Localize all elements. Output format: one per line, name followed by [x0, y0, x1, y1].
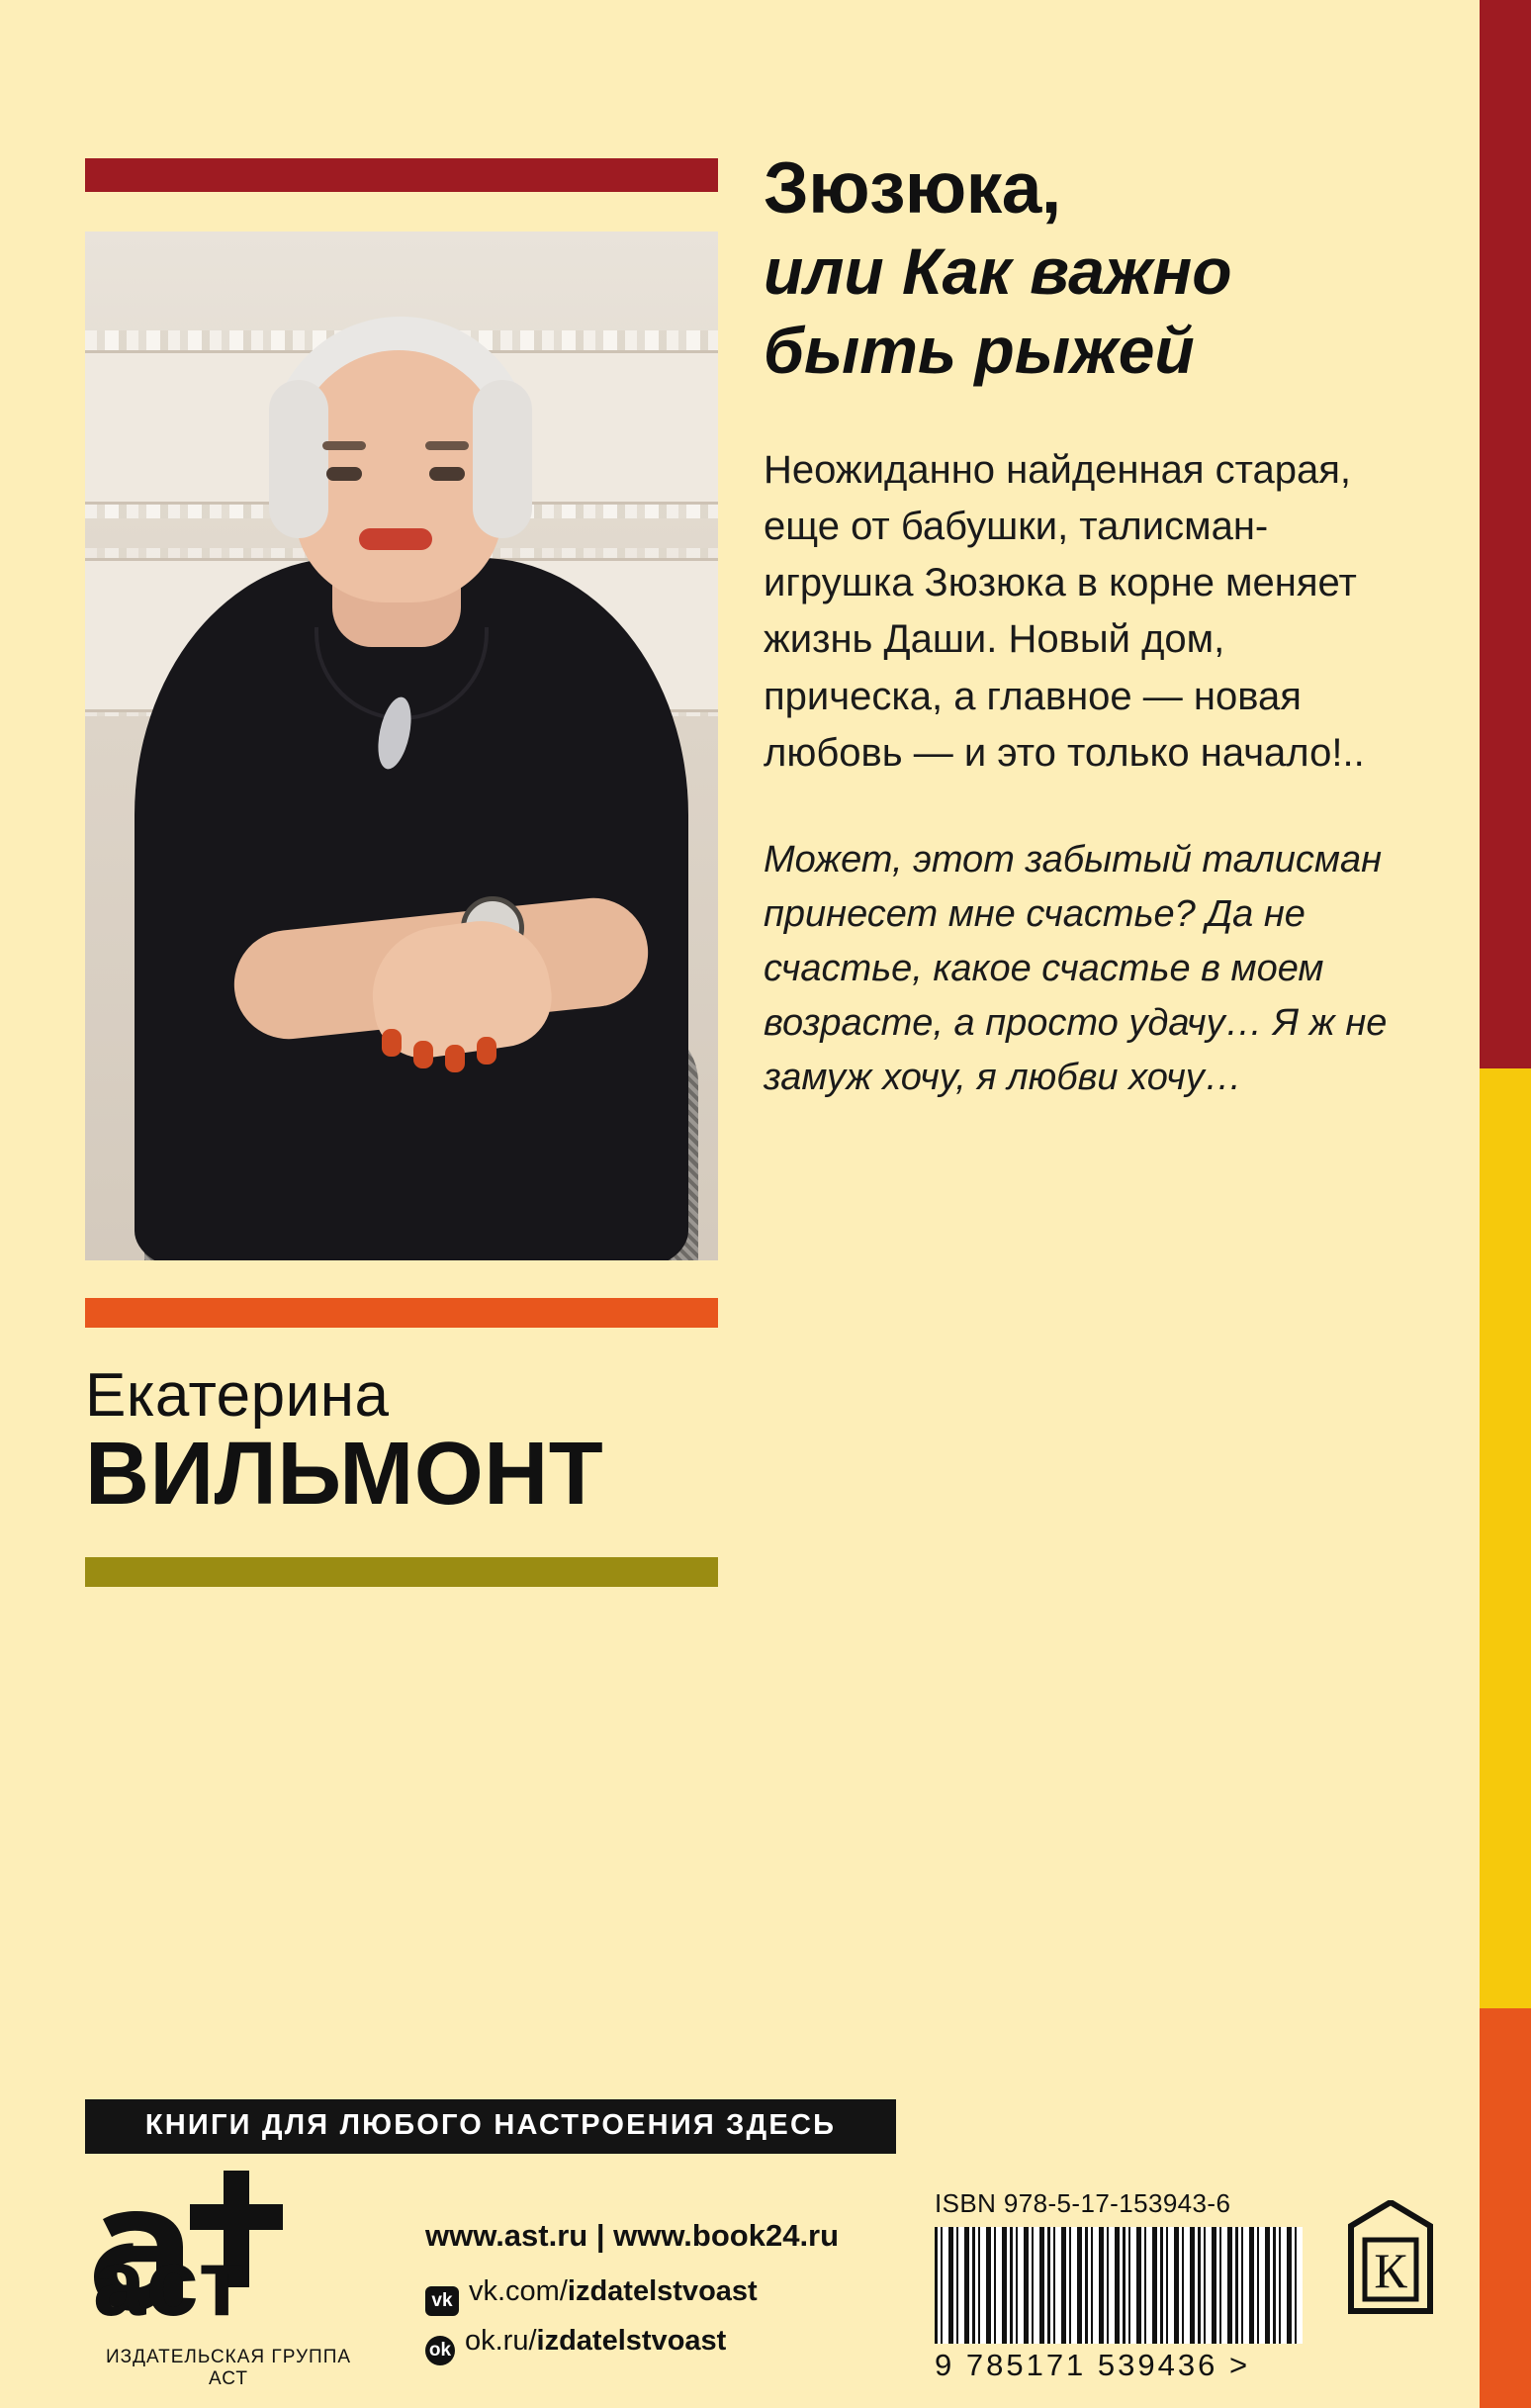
publisher-caption: ИЗДАТЕЛЬСКАЯ ГРУППА АСТ [105, 2347, 352, 2389]
photo-eye-left [326, 467, 362, 481]
photo-hair-left [269, 380, 328, 538]
photo-nail-1 [382, 1029, 402, 1057]
book-quote: Может, этот забытый талисман принесет мне счастье? Да не счастье, какое счастье в моем возрасте, а просто удачу… Я ж не замуж хочу, я любви хочу… [764, 838, 1388, 1099]
vk-prefix: vk.com/ [469, 2275, 568, 2307]
website-line[interactable]: www.ast.ru | www.book24.ru [425, 2218, 840, 2253]
author-name-block [85, 1361, 718, 1525]
social-ok[interactable] [425, 2325, 726, 2365]
spine-segment-orange [1480, 2008, 1531, 2408]
ok-handle: izdatelstvoast [536, 2325, 727, 2357]
barcode-digits: 9 785171 539436 > [935, 2348, 1251, 2382]
photo-nail-4 [477, 1037, 496, 1065]
photo-nail-2 [413, 1041, 433, 1068]
author-first-name: Екатерина [85, 1361, 390, 1430]
ast-logo [85, 2167, 347, 2350]
spine-segment-yellow [1480, 1068, 1531, 2008]
photo-eye-right [429, 467, 465, 481]
book-subtitle-line-2: быть рыжей [764, 314, 1195, 388]
photo-brow-left [322, 441, 366, 450]
photo-hair-right [473, 380, 532, 538]
vk-handle: izdatelstvoast [567, 2275, 758, 2307]
right-column [764, 148, 1406, 1105]
left-column [85, 158, 718, 1587]
social-vk[interactable] [425, 2275, 758, 2316]
svg-text:К: К [1374, 2243, 1407, 2298]
photo-lips [359, 528, 432, 550]
divider-bar-olive [85, 1557, 718, 1587]
divider-bar-orange [85, 1298, 718, 1328]
photo-nail-3 [445, 1045, 465, 1072]
tagline-banner: КНИГИ ДЛЯ ЛЮБОГО НАСТРОЕНИЯ ЗДЕСЬ [85, 2099, 896, 2154]
isbn-text: ISBN 978-5-17-153943-6 [935, 2188, 1231, 2218]
spine-segment-red [1480, 0, 1531, 1068]
book-subtitle-line-1: или Как важно [764, 233, 1232, 308]
book-blurb: Неожиданно найденная старая, еще от бабушки, талисман-игрушка Зюзюка в корне меняет жизнь Даши. Новый дом, прическа, а главное — новая любовь — и это только начало!.. [764, 447, 1365, 775]
photo-brow-right [425, 441, 469, 450]
vk-icon: vk [425, 2286, 459, 2316]
ast-lantern-icon [1345, 2200, 1436, 2317]
ast-logo-text: аст [93, 2230, 245, 2336]
ok-prefix: ok.ru/ [465, 2325, 537, 2357]
author-photo [85, 232, 718, 1260]
spine-strip [1480, 0, 1531, 2408]
footer [0, 2082, 1480, 2408]
author-last-name: ВИЛЬМОНТ [85, 1425, 604, 1525]
isbn-block [935, 2188, 1320, 2383]
barcode [935, 2227, 1303, 2344]
book-title: Зюзюка, [764, 148, 1061, 229]
divider-bar-red [85, 158, 718, 192]
ok-icon: ok [425, 2336, 455, 2365]
